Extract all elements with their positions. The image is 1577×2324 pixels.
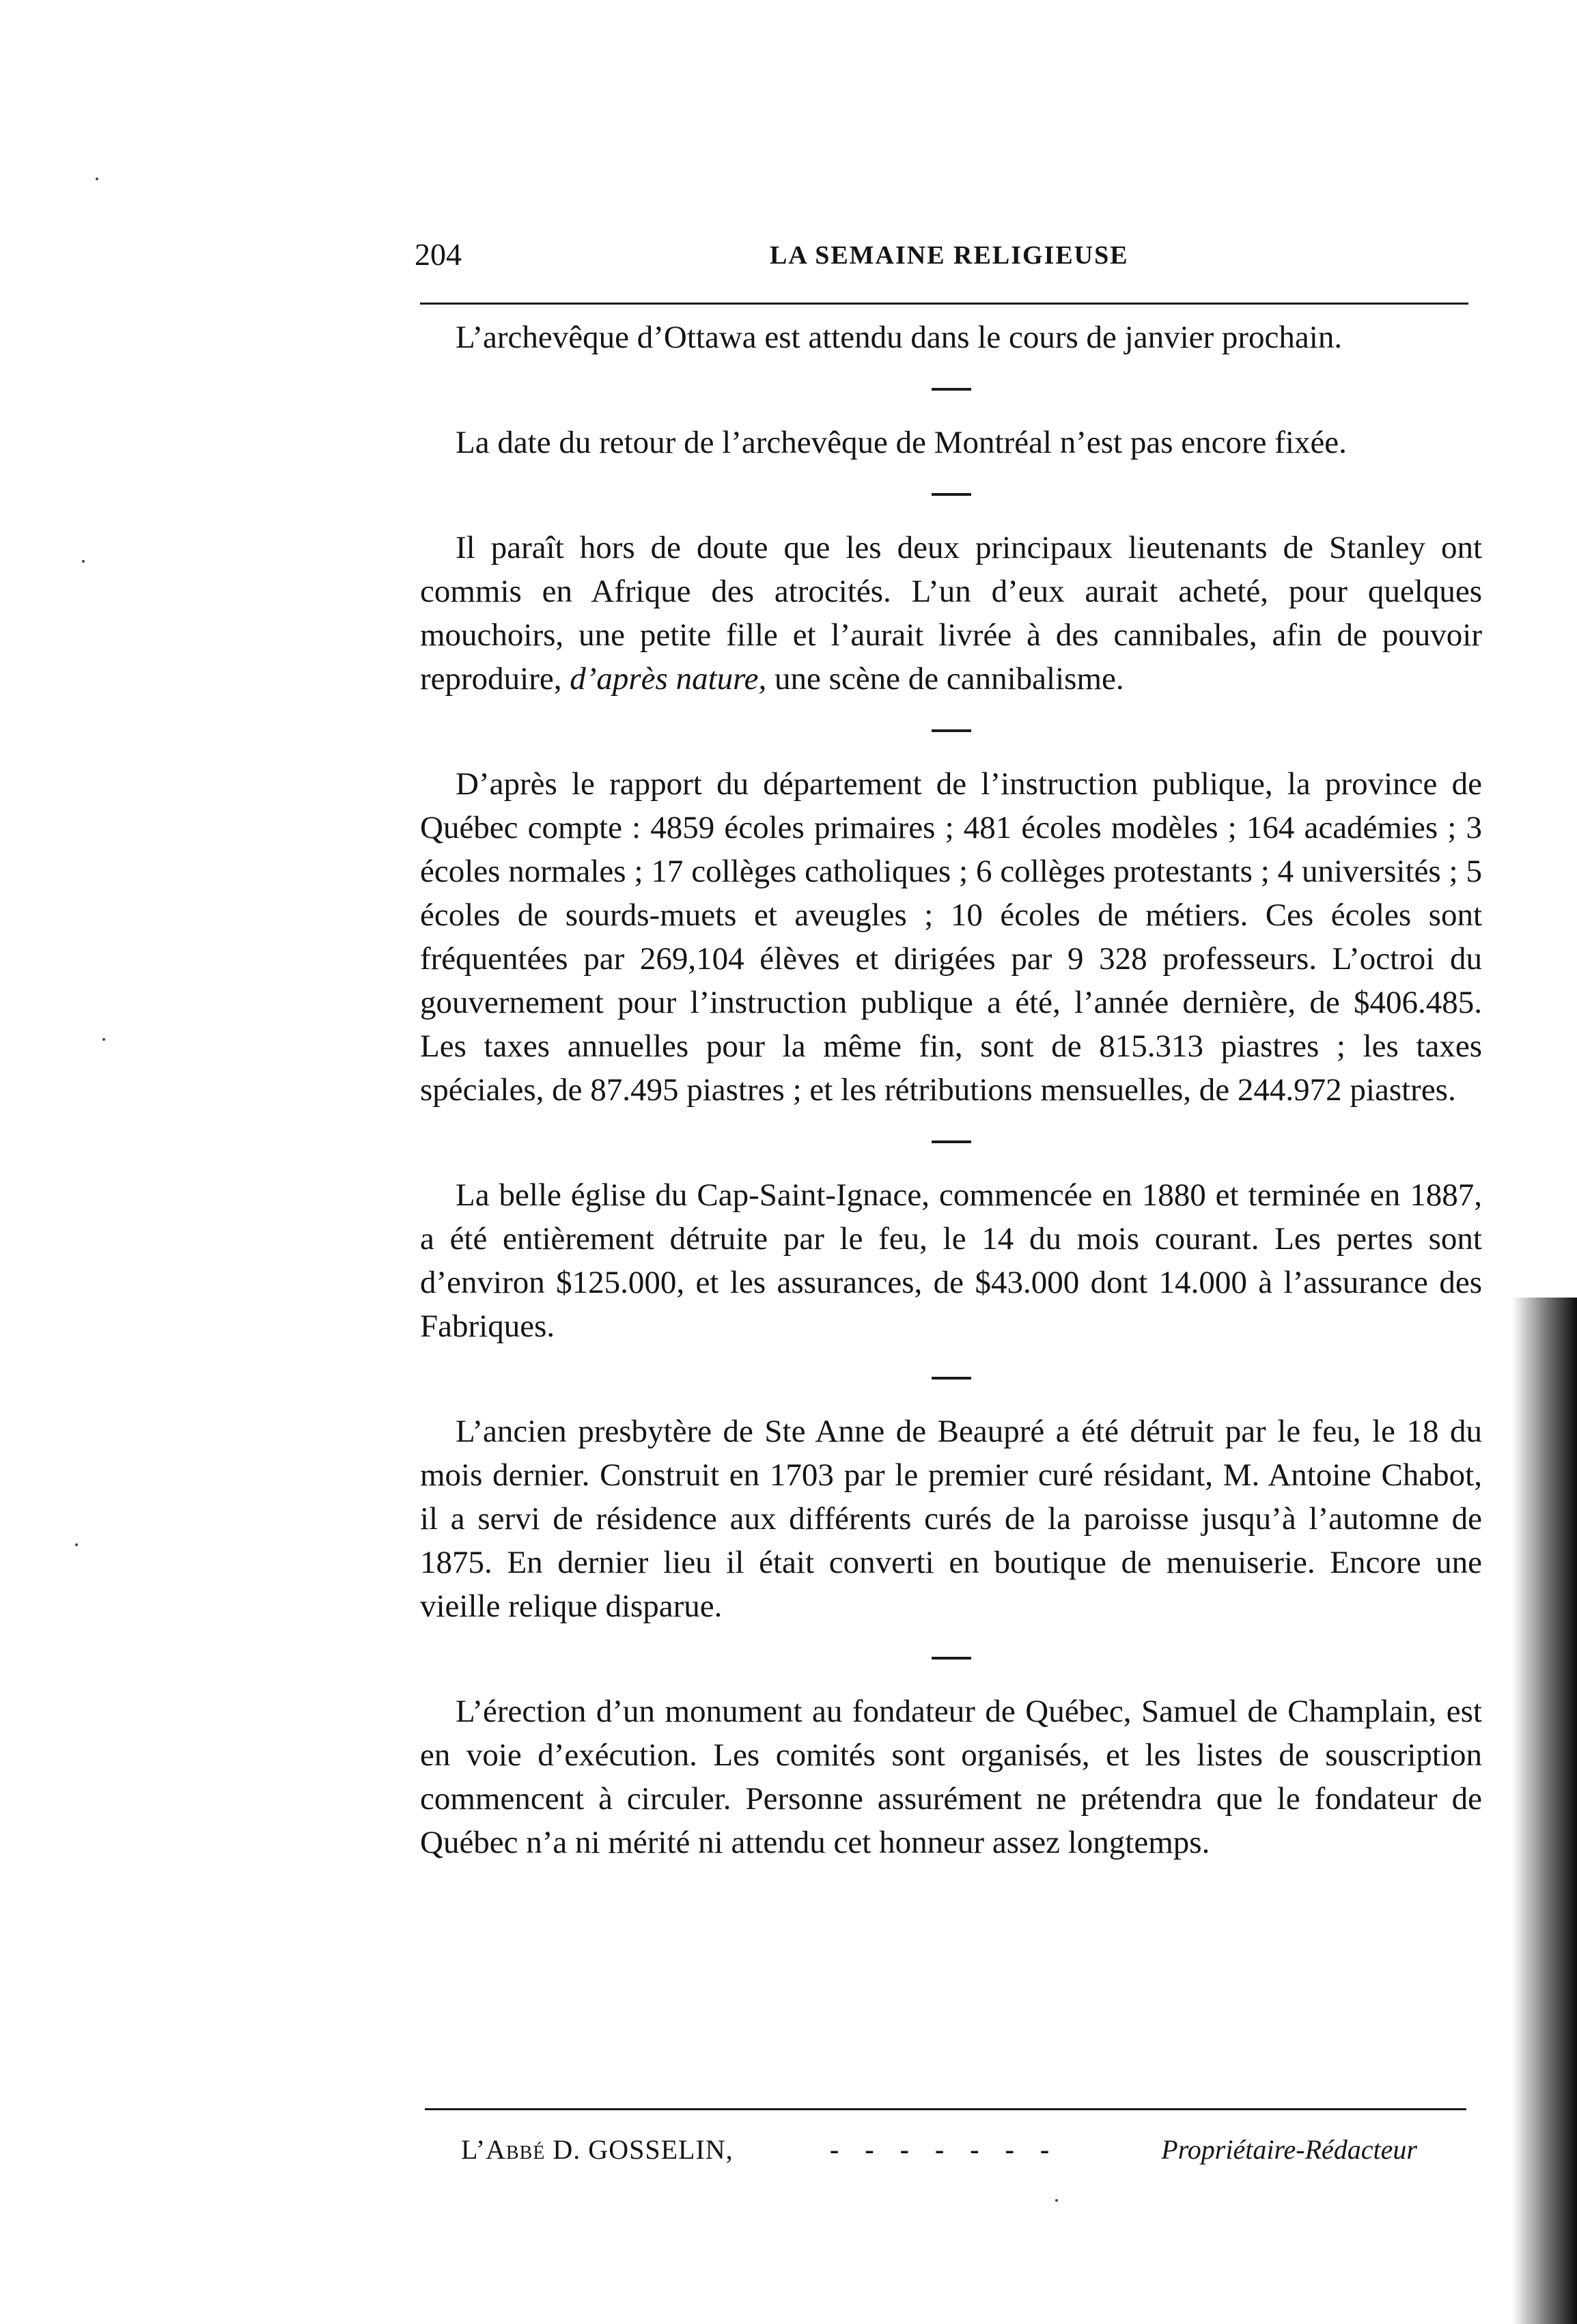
paragraph-ottawa: L’archevêque d’Ottawa est attendu dans le cours de janvier prochain. — [456, 320, 1343, 355]
section-dash — [932, 729, 971, 732]
paragraph-stanley-italic: d’après nature, — [570, 661, 767, 697]
paragraph-stanley — [420, 526, 1482, 701]
scan-speck — [96, 178, 98, 180]
paragraph-presbytere: L’ancien presbytère de Ste Anne de Beaupré a été détruit par le feu, le 18 du mois dernier. Construit en 1703 par le premier curé résidant, M. Antoine Chabot, il a servi de résidence aux différents curés de la paroisse jusqu’à l’automne de 1875. En dernier lieu il était converti en boutique de menuiserie. Encore une vieille relique disparue. — [420, 1414, 1482, 1624]
section-dash — [932, 1140, 971, 1143]
paragraph-cap-saint-ignace: La belle église du Cap-Saint-Ignace, commencée en 1880 et terminée en 1887, a été entièrement détruite par le feu, le 14 du mois courant. Les pertes sont d’environ $125.000, et les assurances, de $43.000 dont 14.000 à l’assurance des Fabriques. — [420, 1177, 1482, 1344]
footer-leader: - - - - - - - — [830, 2134, 1059, 2165]
paragraph-champlain: L’érection d’un monument au fondateur de Québec, Samuel de Champlain, est en voie d’exécution. Les comités sont organisés, et les listes de souscription commencent à circuler. Personne assurément ne prétendra que le fondateur de Québec n’a ni mérité ni attendu cet honneur assez longtemps. — [420, 1694, 1482, 1860]
text-column — [420, 316, 1482, 1864]
footer — [461, 2129, 1417, 2174]
running-head — [415, 236, 1466, 277]
paragraph-stanley-tail: une scène de cannibalisme. — [766, 661, 1124, 697]
scan-speck — [75, 1543, 78, 1546]
page-number: 204 — [415, 237, 462, 272]
scan-edge-shadow — [1512, 1298, 1577, 2324]
paragraph-montreal: La date du retour de l’archevêque de Montréal n’est pas encore fixée. — [456, 425, 1347, 460]
header-rule — [420, 303, 1468, 305]
section-dash — [932, 1657, 971, 1660]
footer-role: Propriétaire-Rédacteur — [1161, 2134, 1417, 2165]
section-dash — [932, 1377, 971, 1380]
section-dash — [932, 493, 971, 496]
footer-signature: L’Abbé D. GOSSELIN, — [461, 2134, 734, 2165]
scan-speck — [82, 560, 85, 563]
footer-rule — [425, 2108, 1466, 2110]
journal-title: LA SEMAINE RELIGIEUSE — [770, 241, 1129, 270]
scan-speck — [102, 1038, 105, 1041]
section-dash — [932, 388, 971, 391]
paragraph-stanley-text: Il paraît hors de doute que les deux principaux lieutenants de Stanley ont commis en Afrique des atrocités. L’un d’eux aurait acheté, pour quelques mouchoirs, une petite fille et l’aurait livrée à des cannibales, afin de pouvoir reproduire, — [420, 530, 1482, 697]
paragraph-instruction-publique: D’après le rapport du département de l’instruction publique, la province de Québec compte : 4859 écoles primaires ; 481 écoles modèles ; 164 académies ; 3 écoles normales ; 17 collèges catholiques ; 6 collèges protestants ; 4 universités ; 5 écoles de sourds-muets et aveugles ; 10 écoles de métiers. Ces écoles sont fréquentées par 269,104 élèves et dirigées par 9 328 professeurs. L’octroi du gouvernement pour l’instruction publique a été, l’année dernière, de $406.485. Les taxes annuelles pour la même fin, sont de 815.313 piastres ; les taxes spéciales, de 87.495 piastres ; et les rétributions mensuelles, de 244.972 piastres. — [420, 766, 1482, 1108]
scan-speck — [1055, 2199, 1058, 2202]
